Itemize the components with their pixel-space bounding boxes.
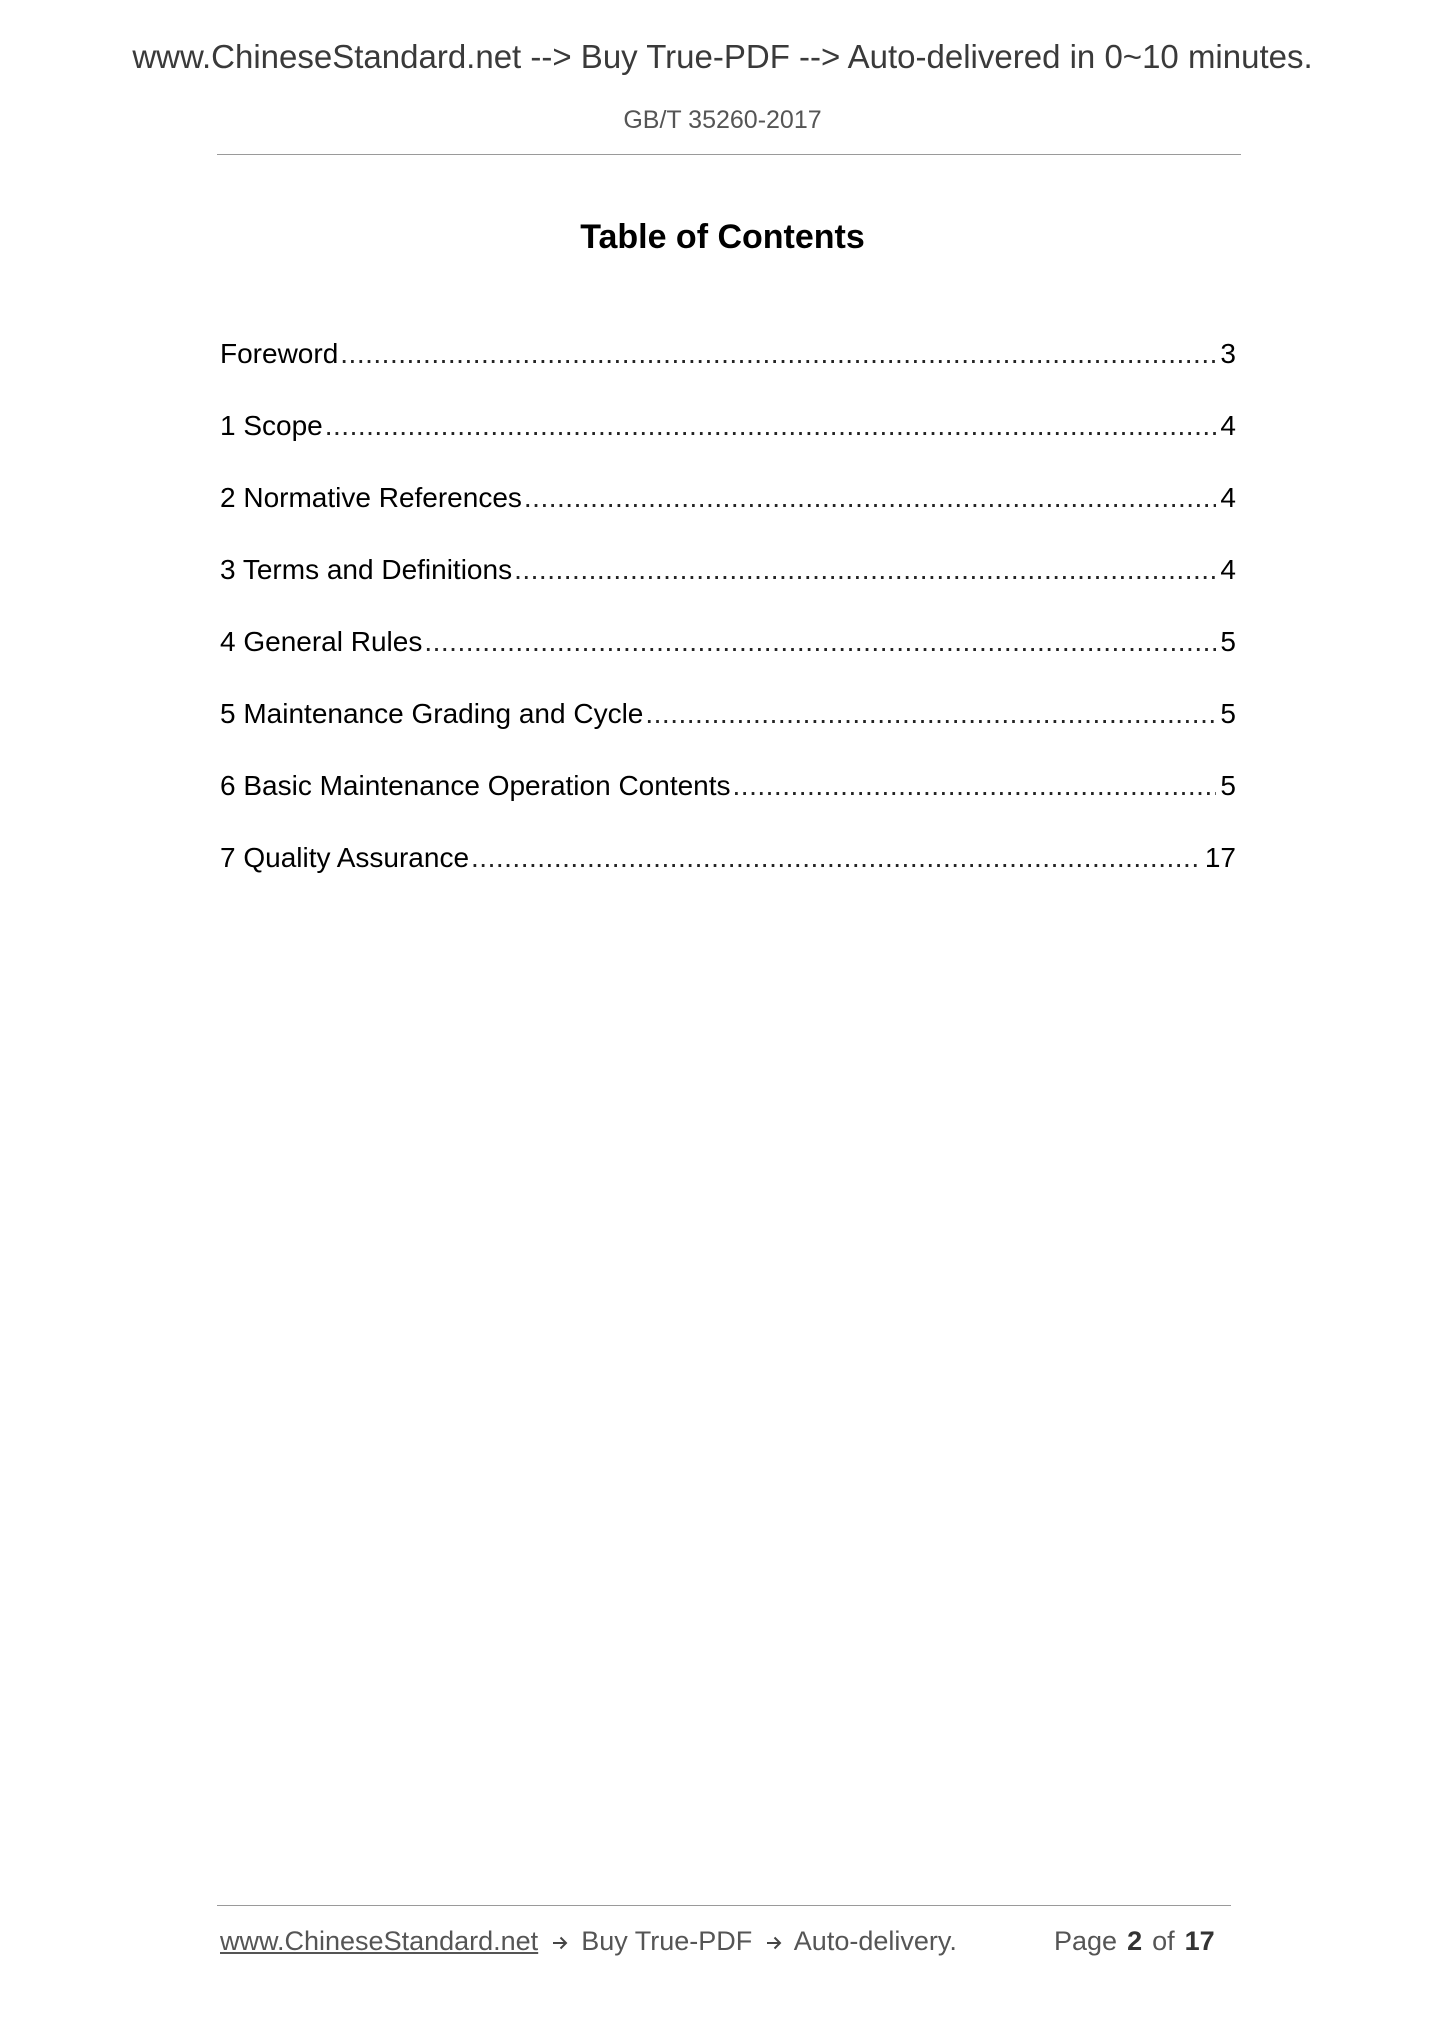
toc-entry-page: 5: [1220, 770, 1236, 801]
toc-entry-label: 1 Scope: [220, 410, 323, 441]
toc-leader-dots: [645, 698, 1216, 730]
toc-entry-label: 2 Normative References: [220, 482, 522, 513]
right-arrow-icon: [551, 1926, 569, 1957]
right-arrow-icon: [765, 1926, 783, 1957]
footer-divider: [217, 1905, 1231, 1906]
toc-leader-dots: [325, 410, 1217, 442]
of-label: of: [1152, 1926, 1175, 1956]
toc-entry-label: Foreword: [220, 338, 339, 369]
toc-entry-page: 4: [1220, 482, 1236, 513]
header-divider: [217, 154, 1241, 155]
toc-entry-maintenance-grading[interactable]: [220, 698, 1236, 770]
page-title: Table of Contents: [580, 218, 865, 256]
footer-promo: [220, 1926, 957, 1957]
toc-list: [220, 338, 1236, 914]
page-label: Page: [1054, 1926, 1118, 1956]
toc-leader-dots: [471, 842, 1201, 874]
top-banner: www.ChineseStandard.net --> Buy True-PDF --> Auto-delivered in 0~10 minutes.: [132, 38, 1313, 75]
toc-entry-general-rules[interactable]: [220, 626, 1236, 698]
document-code: GB/T 35260-2017: [623, 106, 822, 134]
toc-entry-page: 4: [1220, 410, 1236, 441]
toc-entry-label: 6 Basic Maintenance Operation Contents: [220, 770, 731, 801]
toc-entry-label: 4 General Rules: [220, 626, 423, 657]
toc-entry-page: 5: [1220, 698, 1236, 729]
toc-entry-quality-assurance[interactable]: [220, 842, 1236, 914]
toc-entry-foreword[interactable]: [220, 338, 1236, 410]
toc-entry-page: 5: [1220, 626, 1236, 657]
toc-entry-terms-and-definitions[interactable]: [220, 554, 1236, 626]
toc-leader-dots: [514, 554, 1216, 586]
page-total: 17: [1184, 1926, 1215, 1956]
toc-entry-page: 3: [1220, 338, 1236, 369]
toc-leader-dots: [340, 338, 1216, 370]
toc-entry-normative-references[interactable]: [220, 482, 1236, 554]
toc-entry-label: 5 Maintenance Grading and Cycle: [220, 698, 644, 729]
page-current: 2: [1127, 1926, 1143, 1956]
toc-entry-page: 4: [1220, 554, 1236, 585]
footer-delivery-text: Auto-delivery.: [793, 1926, 957, 1956]
toc-leader-dots: [524, 482, 1217, 514]
footer-site-link[interactable]: www.ChineseStandard.net: [220, 1926, 539, 1956]
toc-entry-page: 17: [1204, 842, 1236, 873]
toc-entry-basic-maintenance[interactable]: [220, 770, 1236, 842]
toc-entry-scope[interactable]: [220, 410, 1236, 482]
page-indicator: [1054, 1926, 1215, 1957]
toc-entry-label: 7 Quality Assurance: [220, 842, 470, 873]
toc-entry-label: 3 Terms and Definitions: [220, 554, 513, 585]
toc-leader-dots: [733, 770, 1217, 802]
footer-buy-text: Buy True-PDF: [581, 1926, 753, 1956]
toc-leader-dots: [424, 626, 1216, 658]
